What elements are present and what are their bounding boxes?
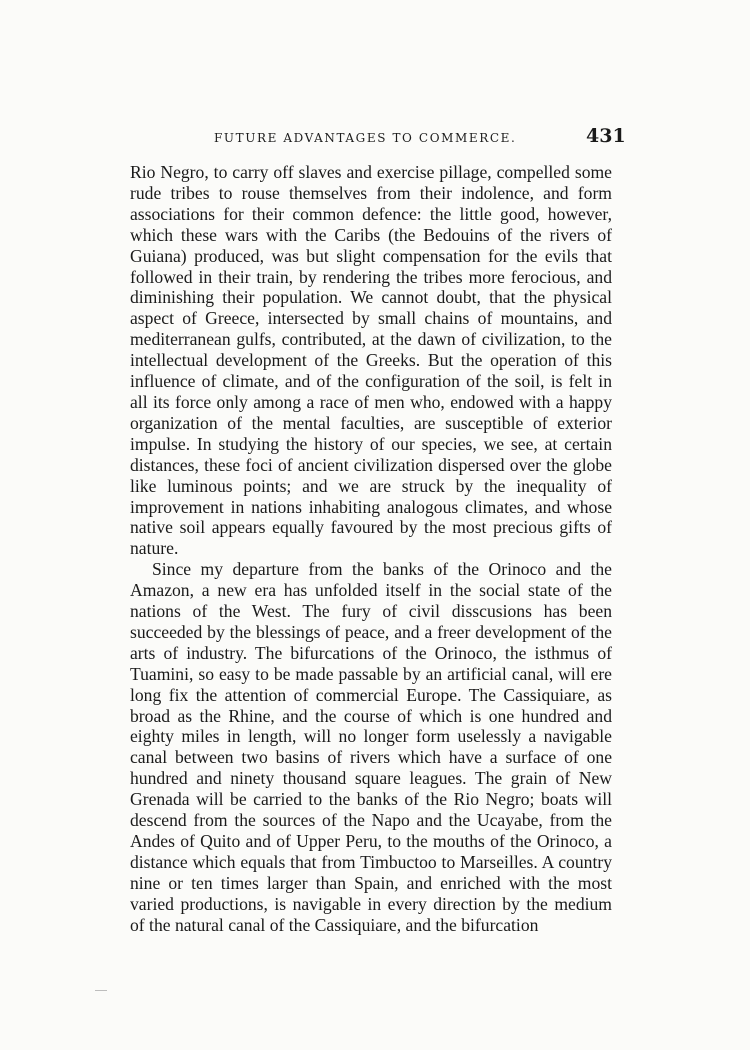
body-text	[130, 162, 612, 936]
stray-mark	[95, 990, 107, 991]
page-number: 431	[586, 125, 626, 147]
paragraph-continued: Rio Negro, to carry off slaves and exercise pillage, compelled some rude tribes to rouse themselves from their indolence, and form associations for their common defence: the little good, however, which these wars with the Caribs (the Bedouins of the rivers of Guiana) produced, was but slight compensation for the evils that followed in their train, by rendering the tribes more ferocious, and diminishing their population. We cannot doubt, that the physical aspect of Greece, intersected by small chains of mountains, and mediterranean gulfs, contributed, at the dawn of civilization, to the intellectual development of the Greeks. But the operation of this influence of climate, and of the configuration of the soil, is felt in all its force only among a race of men who, endowed with a happy organization of the mental faculties, are susceptible of exterior impulse. In studying the history of our species, we see, at certain distances, these foci of ancient civilization dispersed over the globe like luminous points; and we are struck by the inequality of improvement in nations inhabiting analogous climates, and whose native soil appears equally favoured by the most precious gifts of nature.	[130, 162, 612, 559]
running-head: FUTURE ADVANTAGES TO COMMERCE.	[214, 131, 517, 145]
paragraph: Since my departure from the banks of the Orinoco and the Amazon, a new era has unfolded itself in the social state of the nations of the West. The fury of civil disscusions has been succeeded by the blessings of peace, and a freer development of the arts of industry. The bifurcations of the Orinoco, the isthmus of Tuamini, so easy to be made passable by an artificial canal, will ere long fix the attention of commercial Europe. The Cassiquiare, as broad as the Rhine, and the course of which is one hundred and eighty miles in length, will no longer form uselessly a navigable canal between two basins of rivers which have a surface of one hundred and ninety thousand square leagues. The grain of New Grenada will be carried to the banks of the Rio Negro; boats will descend from the sources of the Napo and the Ucayabe, from the Andes of Quito and of Upper Peru, to the mouths of the Orinoco, a distance which equals that from Timbuctoo to Marseilles. A country nine or ten times larger than Spain, and enriched with the most varied productions, is navigable in every direction by the medium of the natural canal of the Cassiquiare, and the bifurcation	[130, 559, 612, 935]
